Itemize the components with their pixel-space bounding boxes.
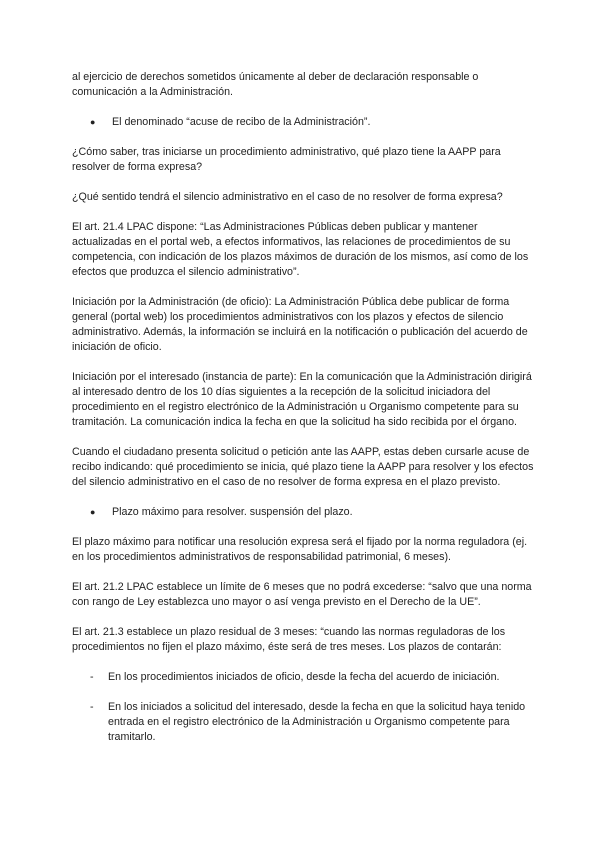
paragraph: Cuando el ciudadano presenta solicitud o petición ante las AAPP, estas deben cursarle acuse de recibo indicando: qué procedimiento se inicia, qué plazo tiene la AAPP para resolver y los efectos del silencio administrativo en el caso de no resolver de forma expresa en el plazo previsto.: [72, 446, 534, 488]
paragraph: El plazo máximo para notificar una resolución expresa será el fijado por la norma reguladora (ej. en los procedimientos administrativos de responsabilidad patrimonial, 6 meses).: [72, 536, 528, 563]
bullet-text: Plazo máximo para resolver. suspensión del plazo.: [112, 506, 353, 518]
paragraph: Iniciación por el interesado (instancia de parte): En la comunicación que la Administración dirigirá al interesado dentro de los 10 días siguientes a la recepción de la solicitud iniciadora del procedimiento en el registro electrónico de la Administración u Organismo competente para su tramitación. La comunicación indica la fecha en que la solicitud ha sido recibida por el órgano.: [72, 371, 532, 428]
paragraph: El art. 21.4 LPAC dispone: “Las Administraciones Públicas deben publicar y mantener actualizadas en el portal web, a efectos informativos, las relaciones de procedimientos de su competencia, con indicación de los plazos máximos de duración de los mismos, así como de los efectos que produzca el silencio administrativo”.: [72, 221, 529, 278]
paragraph: El art. 21.2 LPAC establece un límite de 6 meses que no podrá excederse: “salvo que una norma con rango de Ley establezca uno mayor o así venga previsto en el Derecho de la UE”.: [72, 581, 532, 608]
dash-icon: -: [90, 671, 94, 683]
question: ¿Qué sentido tendrá el silencio administrativo en el caso de no resolver de forma expresa?: [72, 191, 503, 203]
bullet-item: [72, 115, 534, 130]
paragraph: al ejercicio de derechos sometidos únicamente al deber de declaración responsable o comunicación a la Administración.: [72, 71, 479, 98]
paragraph: Iniciación por la Administración (de oficio): La Administración Pública debe publicar de forma general (portal web) los procedimientos administrativos con los plazos y efectos de silencio administrativo. Además, la información se incluirá en la notificación o publicación del acuerdo de iniciación de oficio.: [72, 296, 528, 353]
question: ¿Cómo saber, tras iniciarse un procedimiento administrativo, qué plazo tiene la AAPP para resolver de forma expresa?: [72, 146, 501, 173]
dash-icon: -: [90, 701, 94, 713]
document-body: [72, 70, 534, 760]
dash-item: [72, 670, 534, 685]
dash-text: En los iniciados a solicitud del interesado, desde la fecha en que la solicitud haya tenido entrada en el registro electrónico de la Administración u Organismo competente para tramitarlo.: [108, 701, 526, 743]
bullet-item: [72, 505, 534, 520]
dash-item: [72, 700, 534, 745]
dash-text: En los procedimientos iniciados de oficio, desde la fecha del acuerdo de iniciación.: [108, 671, 500, 683]
bullet-text: El denominado “acuse de recibo de la Administración”.: [112, 116, 371, 128]
paragraph: El art. 21.3 establece un plazo residual de 3 meses: “cuando las normas reguladoras de los procedimientos no fijen el plazo máximo, éste será de tres meses. Los plazos de contarán:: [72, 626, 506, 653]
bullet-icon: ●: [90, 117, 96, 127]
bullet-icon: ●: [90, 507, 96, 517]
